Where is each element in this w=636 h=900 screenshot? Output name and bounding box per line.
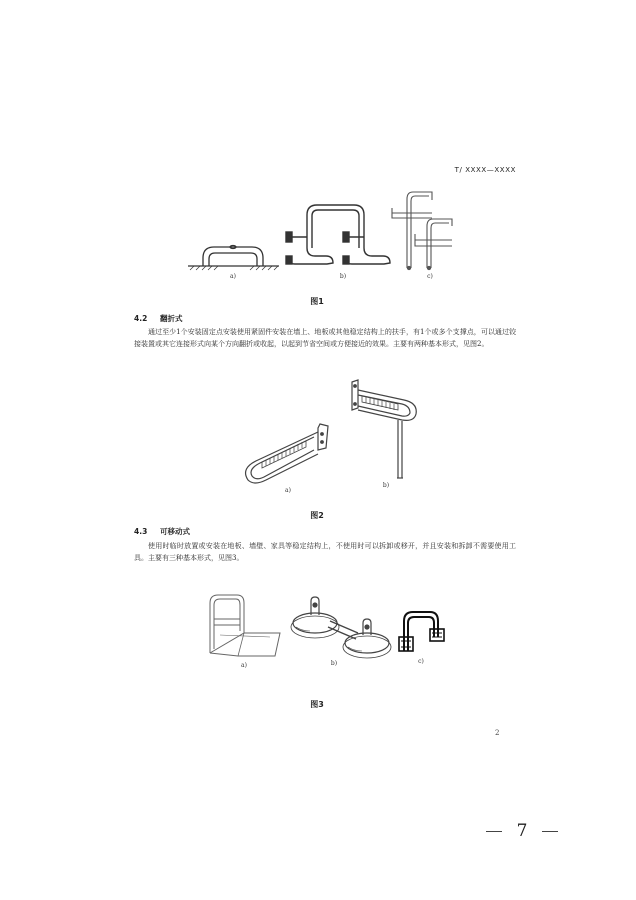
figure-1-label-c: c) [427, 273, 433, 280]
section-4-2-heading [134, 313, 183, 324]
section-4-3-heading [134, 526, 190, 537]
figure-3-label-b: b) [330, 660, 338, 667]
figure-2-label-a: a) [285, 487, 291, 494]
figure-1 [0, 0, 636, 306]
folding-grab-bar-lowered-illustration [246, 424, 328, 483]
page-footer [486, 822, 558, 840]
figure-3-caption: 图3 [310, 700, 324, 709]
figure-2-caption: 图2 [310, 511, 324, 520]
folding-grab-bar-with-leg-illustration [352, 380, 416, 478]
section-4-3-paragraph: 使用时临时放置或安装在地板、墙壁、家具等稳定结构上，不使用时可以拆卸或移开，并且安装和拆卸不需要使用工具。主要有三种基本形式，见图3。 [134, 542, 516, 562]
portable-bed-rail-illustration [210, 595, 280, 656]
figure-1-drawing [0, 0, 636, 300]
figure-1-caption: 图1 [310, 297, 324, 306]
figure-3-drawing [0, 585, 636, 710]
section-4-3-title: 可移动式 [160, 527, 190, 536]
suction-cup-grab-bar-illustration [291, 597, 391, 658]
footer-dash-left [486, 831, 502, 832]
figure-1-label-a: a) [230, 273, 236, 280]
section-4-2-title: 翻折式 [160, 314, 183, 323]
figure-2 [0, 370, 636, 520]
fixed-grab-bar-illustration [188, 246, 279, 271]
floor-support-bar-illustration [392, 192, 452, 270]
figure-2-drawing [0, 370, 636, 520]
section-4-2-number: 4.2 [134, 314, 148, 323]
figure-1-label-b: b) [339, 273, 347, 280]
figure-3-label-c: c) [418, 658, 424, 665]
u-shaped-grab-bar-illustration [286, 205, 390, 264]
figure-3 [0, 585, 636, 710]
section-4-3-number: 4.3 [134, 527, 148, 536]
document-code: T/ XXXX—XXXX [454, 166, 516, 174]
side-page-number: 2 [495, 729, 500, 737]
figure-2-label-b: b) [382, 482, 390, 489]
footer-dash-right [542, 831, 558, 832]
section-4-2-paragraph: 通过至少1个安装固定点安装使用紧固件安装在墙上、地板或其他稳定结构上的扶手，有1个或多个支撑点，可以通过铰接装置或其它连接形式向某个方向翻折或收起，以起到节省空间或方便接近的效果。主要有两种基本形式，见图2。 [134, 328, 516, 348]
page-number: 7 [516, 821, 528, 841]
portable-stand-frame-illustration [399, 612, 444, 651]
figure-3-label-a: a) [241, 662, 247, 669]
